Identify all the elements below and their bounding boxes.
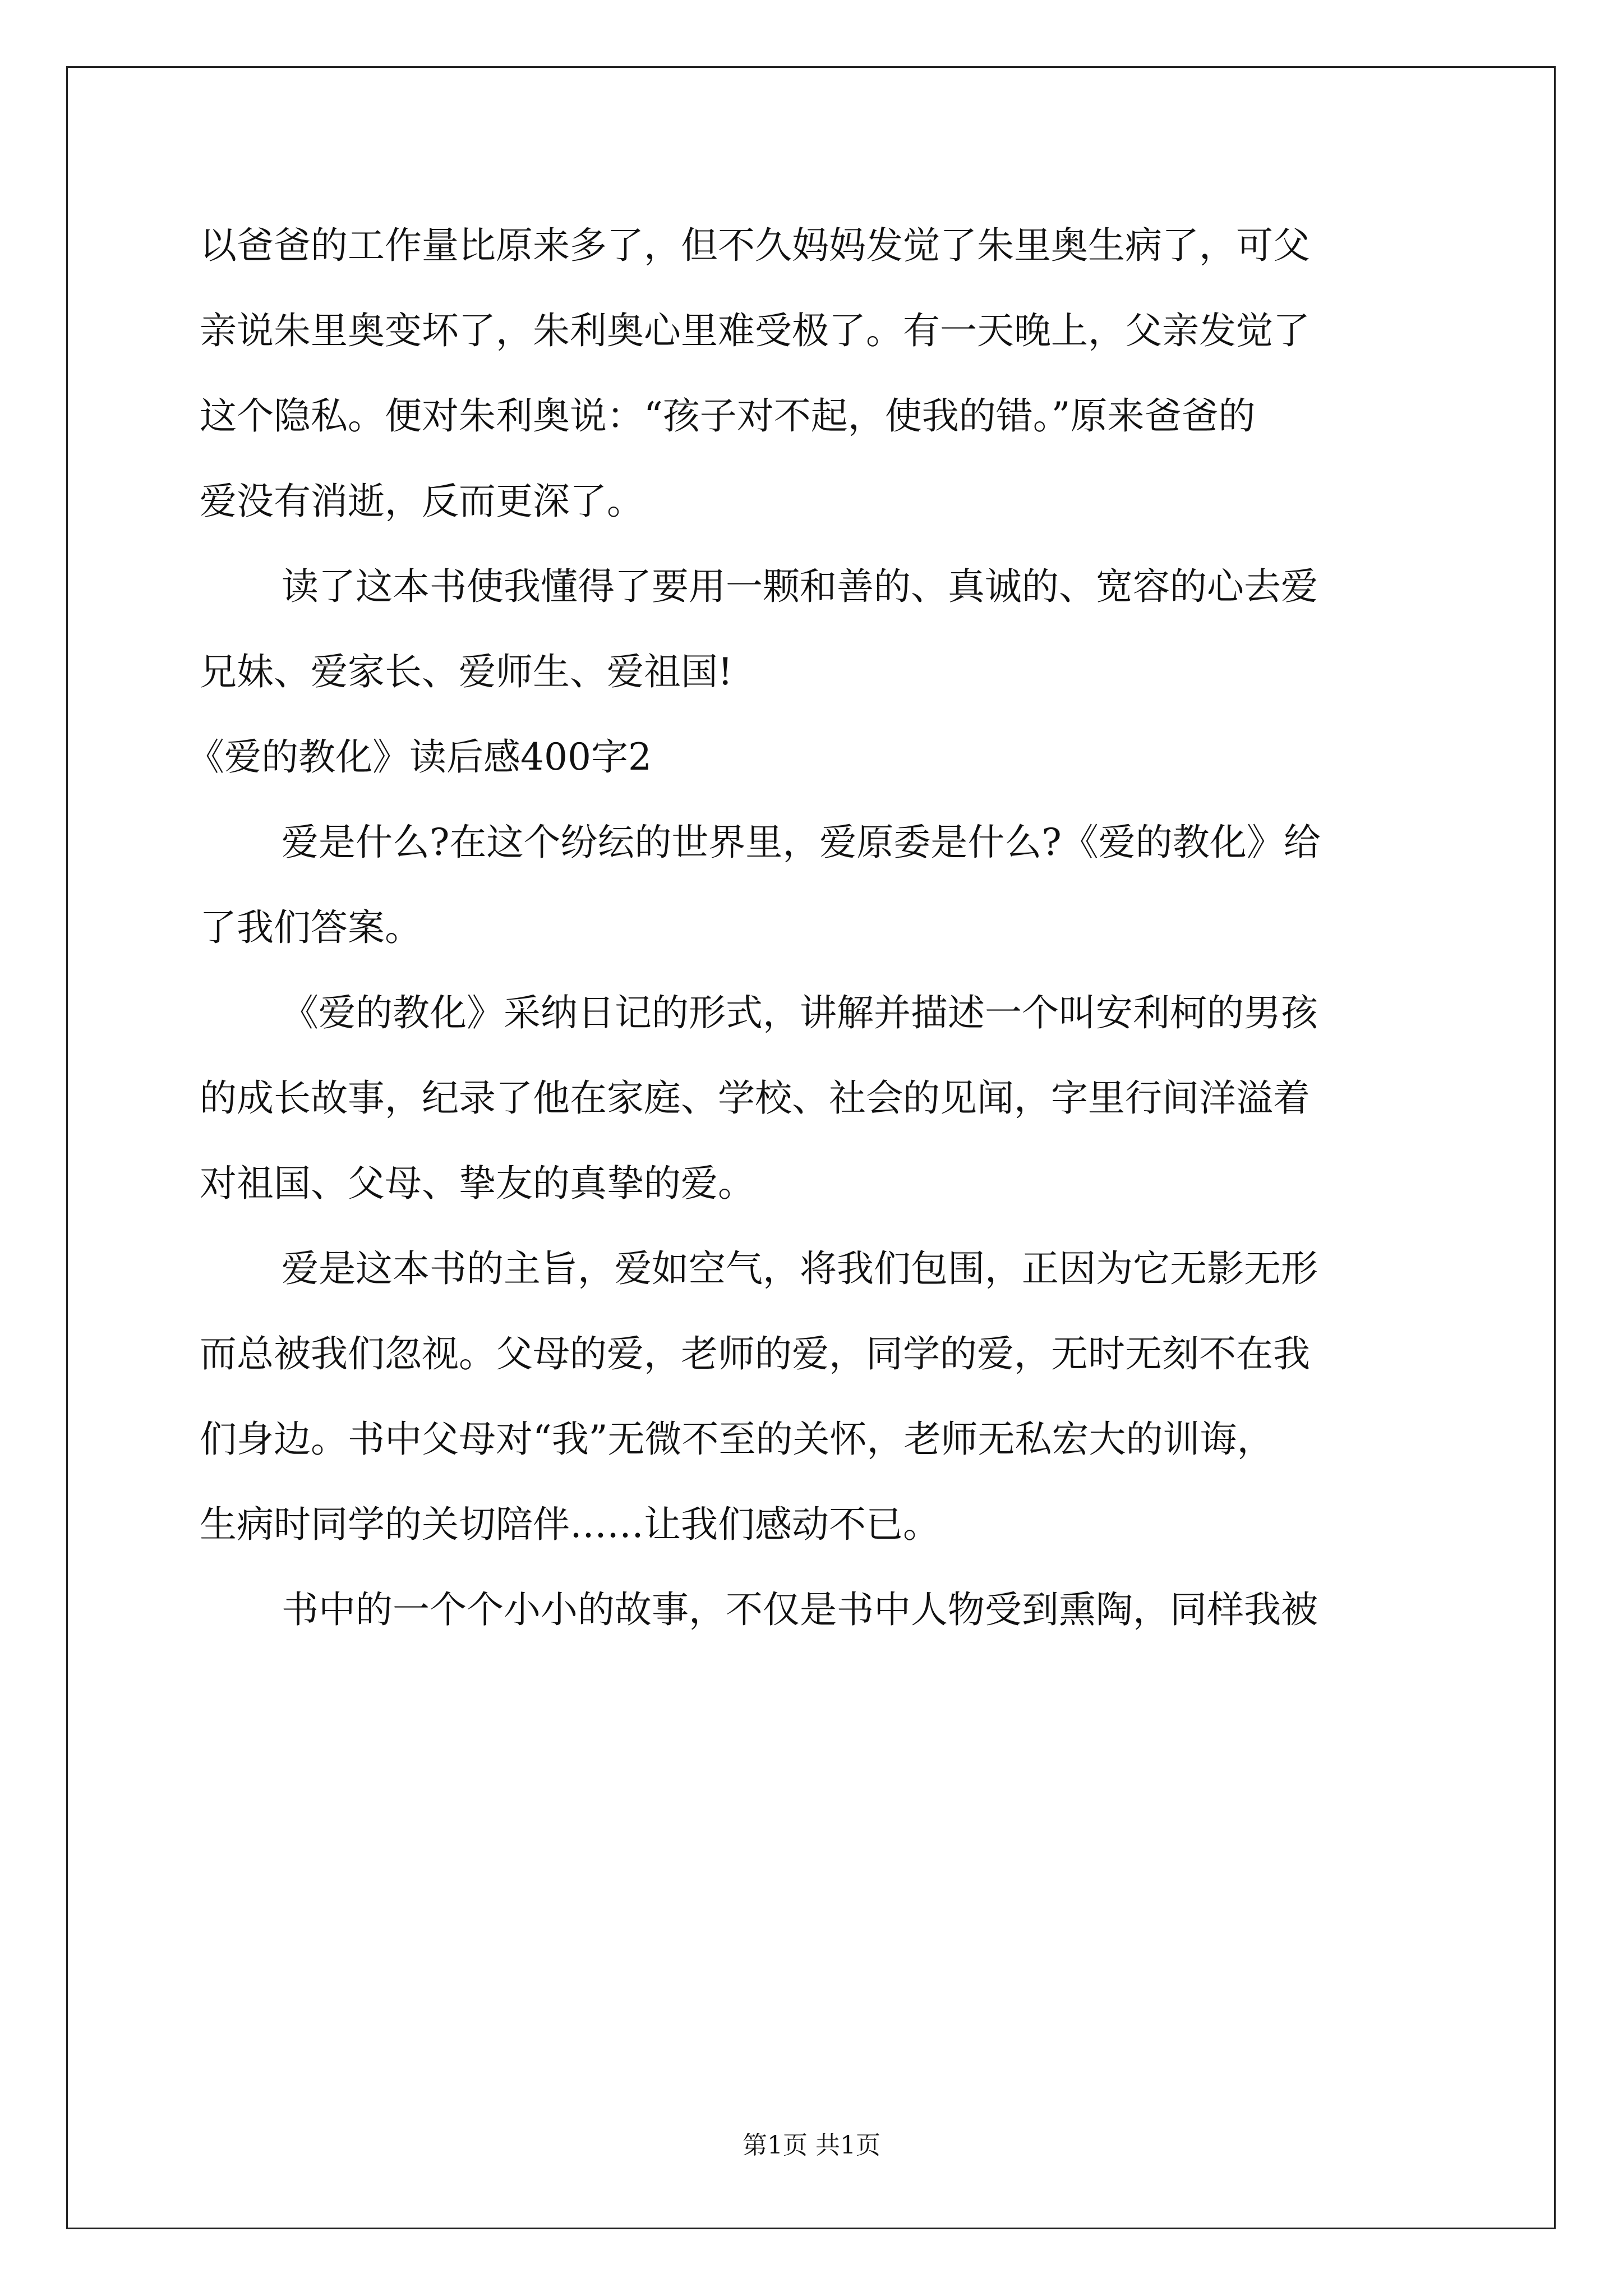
- text-line: 爱没有消逝，反而更深了。: [200, 480, 644, 523]
- paragraph-first-line: 书中的一个个小小的故事，不仅是书中人物受到熏陶，同样我被: [282, 1588, 1318, 1631]
- paragraph-first-line: 《爱的教化》采纳日记的形式，讲解并描述一个叫安利柯的男孩: [282, 991, 1318, 1034]
- text-line: 们身边。书中父母对“我”无微不至的关怀，老师无私宏大的训诲，: [200, 1418, 1274, 1461]
- text-line: 而总被我们忽视。父母的爱，老师的爱，同学的爱，无时无刻不在我: [200, 1332, 1310, 1375]
- paragraph-first-line: 读了这本书使我懂得了要用一颗和善的、真诚的、宽容的心去爱: [282, 565, 1318, 608]
- paragraph-first-line: 爱是什么?在这个纷纭的世界里，爱原委是什么?《爱的教化》给: [282, 821, 1321, 864]
- page-footer: 第1页 共1页: [743, 2131, 880, 2160]
- paragraph-first-line: 爱是这本书的主旨，爱如空气，将我们包围，正因为它无影无形: [282, 1247, 1318, 1290]
- text-line: 亲说朱里奥变坏了，朱利奥心里难受极了。有一天晚上，父亲发觉了: [200, 309, 1310, 352]
- text-line: 这个隐私。便对朱利奥说：“孩子对不起，使我的错。”原来爸爸的: [200, 394, 1256, 438]
- document-body: [187, 218, 1433, 1667]
- text-line: 了我们答案。: [200, 906, 422, 949]
- text-line: 兄妹、爱家长、爱师生、爱祖国!: [200, 650, 733, 693]
- text-line: 以爸爸的工作量比原来多了，但不久妈妈发觉了朱里奥生病了，可父: [200, 224, 1310, 267]
- text-line: 生病时同学的关切陪伴……让我们感动不已。: [200, 1503, 940, 1546]
- text-line: 对祖国、父母、挚友的真挚的爱。: [200, 1162, 755, 1205]
- section-heading: 《爱的教化》读后感400字2: [187, 735, 652, 779]
- text-line: 的成长故事，纪录了他在家庭、学校、社会的见闻，字里行间洋溢着: [200, 1076, 1310, 1120]
